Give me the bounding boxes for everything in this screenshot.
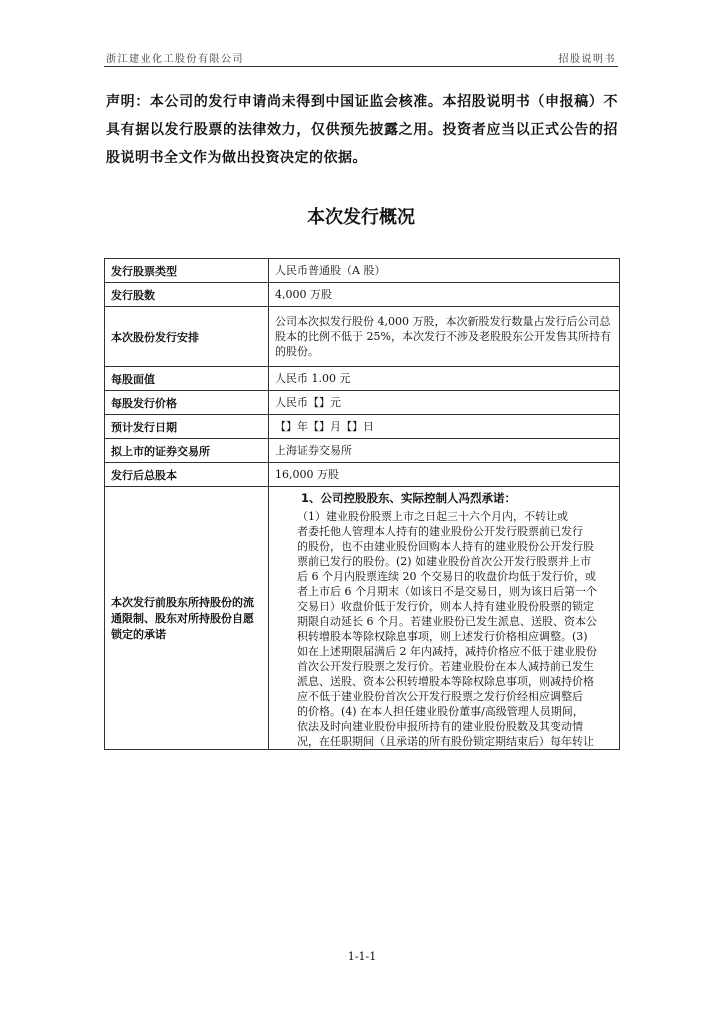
row-key: 每股面值 — [105, 367, 269, 391]
section-title: 本次发行概况 — [307, 207, 415, 228]
page-number: 1-1-1 — [347, 950, 377, 963]
row-key: 拟上市的证券交易所 — [105, 439, 269, 463]
row-value: 人民币【】元 — [269, 391, 620, 415]
row-key: 发行股数 — [105, 283, 269, 307]
promise-line: 况，在任职期间（且承诺的所有股份锁定期结束后）每年转让 — [297, 735, 594, 748]
table-row — [105, 439, 620, 463]
table-row-lockup-promise — [105, 487, 620, 750]
row-key: 每股发行价格 — [105, 391, 269, 415]
offering-summary-table — [104, 258, 620, 750]
row-value: 16,000 万股 — [269, 463, 620, 487]
table-row — [105, 463, 620, 487]
table-row — [105, 307, 620, 367]
row-value: 公司本次拟发行股份 4,000 万股，本次新股发行数量占发行后公司总股本的比例不低于 25%，本次发行不涉及老股股东公开发售其所持有的股份。 — [269, 307, 620, 367]
promise-line: 依法及时向建业股份申报所持有的建业股份股数及其变动情 — [297, 720, 583, 733]
row-value: 人民币普通股（A 股） — [269, 259, 620, 283]
row-key: 发行后总股本 — [105, 463, 269, 487]
table-row — [105, 283, 620, 307]
row-value: 4,000 万股 — [269, 283, 620, 307]
header-company: 浙江建业化工股份有限公司 — [106, 54, 244, 65]
row-key: 预计发行日期 — [105, 415, 269, 439]
promise-line: 应不低于建业股份首次公开发行股票之发行价经相应调整后 — [297, 690, 583, 703]
promise-line: 首次公开发行股票之发行价。若建业股份在本人减持前已发生 — [297, 660, 594, 673]
promise-subtitle: 1、公司控股股东、实际控制人冯烈承诺： — [301, 491, 516, 505]
row-value: 【】年【】月【】日 — [269, 415, 620, 439]
table-row — [105, 415, 620, 439]
promise-line: 票前已发行的股份。(2) 如建业股份首次公开发行股票并上市 — [297, 555, 592, 568]
promise-body — [275, 509, 613, 749]
promise-line: 交易日）收盘价低于发行价，则本人持有建业股份股票的锁定 — [297, 600, 594, 613]
table-row — [105, 367, 620, 391]
promise-line: 者上市后 6 个月期末（如该日不是交易日，则为该日后第一个 — [297, 585, 597, 598]
table-row — [105, 259, 620, 283]
promise-line: （1）建业股份股票上市之日起三十六个月内，不转让或 — [297, 510, 568, 523]
row-key: 本次发行前股东所持股份的流通限制、股东对所持股份自愿锁定的承诺 — [105, 487, 269, 750]
row-value: 上海证券交易所 — [269, 439, 620, 463]
promise-line: 期限自动延长 6 个月。若建业股份已发生派息、送股、资本公 — [297, 615, 597, 628]
promise-line: 派息、送股、资本公积转增股本等除权除息事项，则减持价格 — [297, 675, 594, 688]
row-key: 发行股票类型 — [105, 259, 269, 283]
disclaimer-statement: 声明：本公司的发行申请尚未得到中国证监会核准。本招股说明书（申报稿）不具有据以发行股票的法律效力，仅供预先披露之用。投资者应当以正式公告的招股说明书全文作为做出投资决定的依据。 — [106, 94, 618, 166]
page-header — [104, 46, 618, 67]
header-doc-title: 招股说明书 — [558, 54, 616, 65]
promise-line: 后 6 个月内股票连续 20 个交易日的收盘价均低于发行价，或 — [297, 570, 596, 583]
promise-line: 积转增股本等除权除息事项，则上述发行价格相应调整。(3) — [297, 630, 588, 643]
promise-line: 者委托他人管理本人持有的建业股份公开发行股票前已发行 — [297, 525, 583, 538]
table-row — [105, 391, 620, 415]
row-value: 人民币 1.00 元 — [269, 367, 620, 391]
row-key: 本次股份发行安排 — [105, 307, 269, 367]
promise-line: 的股份，也不由建业股份回购本人持有的建业股份公开发行股 — [297, 540, 594, 553]
promise-line: 的价格。(4) 在本人担任建业股份董事/高级管理人员期间， — [297, 705, 584, 718]
lockup-promise-text — [269, 487, 620, 750]
promise-line: 如在上述期限届满后 2 年内减持，减持价格应不低于建业股份 — [297, 645, 597, 658]
